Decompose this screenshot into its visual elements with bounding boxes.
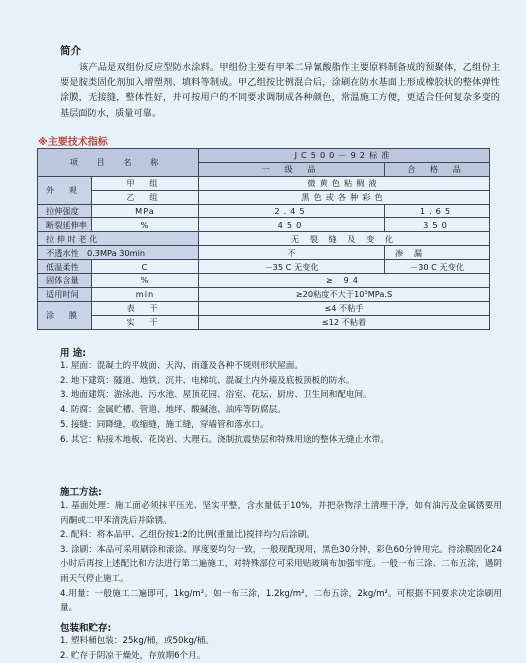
table-row [38, 315, 490, 329]
list-item: 2. 地下建筑：隧道、地铁、沉井、电梯坑、混凝土内外墙及底板顶板的防水。 [60, 375, 355, 386]
component-a-label: 甲 组 [92, 176, 199, 190]
item-name-header: 项 目 名 称 [38, 149, 199, 177]
table-row [38, 190, 490, 204]
component-a-value: 微黄色粘稠液 [199, 176, 490, 190]
intro-body: 该产品是双组份反应型防水涂料。甲组份主要有甲苯二异氰酸脂作主要原料制备成的预聚体，乙组份主要是胺类固化剂加入增塑剂、填料等制成。甲乙组按比例混合后，涂刷在防水基面上形成橡胶状的整体弹性涂膜，无接缝，整体性好，并可按用户的不同要求调制成各种颜色，常温施工方便，更适合任何复杂多变的基层面防水，质量可靠。 [60, 62, 500, 119]
film-label: 涂 膜 [38, 301, 92, 329]
tensile-unit: MPa [92, 204, 199, 218]
solids-value: ≥ 94 [199, 274, 490, 288]
table-row [38, 232, 490, 246]
table-row [38, 301, 490, 315]
usage-list [60, 359, 389, 447]
appearance-label: 外 观 [38, 176, 92, 204]
surface-dry-value: ≤4 不粘手 [199, 301, 490, 315]
table-row [38, 204, 490, 218]
aging-value: 无 裂 缝 及 变 化 [199, 232, 490, 246]
waterproof-label: 不透水性 0.3MPa 30min [38, 246, 199, 260]
list-item: 3. 地面建筑：游泳池、污水池、屋顶花园、浴室、花坛、厨房、卫生间和配电间。 [60, 390, 372, 401]
tensile-label: 拉伸强度 [38, 204, 92, 218]
pot-life-value: ≥20粘度不大于10⁵MPa.S [199, 287, 490, 301]
method-paragraph: 1. 基面处理：施工面必须抹平压光、坚实平整，含水量低于10%，并把杂物浮土清理干净，如有油污及金属锈要用丙酮或二甲苯清洗后并除锈。 [60, 501, 502, 526]
table-row [38, 287, 490, 301]
elongation-unit: % [92, 218, 199, 232]
elongation-label: 断裂延伸率 [38, 218, 92, 232]
solids-unit: % [92, 274, 199, 288]
table-row [38, 218, 490, 232]
flexibility-grade1: －35 C 无变化 [199, 260, 385, 274]
grade1-header: 一 级 品 [199, 162, 385, 176]
component-b-value: 黑色或各种彩色 [199, 190, 490, 204]
pot-life-unit: min [92, 287, 199, 301]
spec-table [37, 148, 490, 330]
method-paragraph: 2. 配料：将本品甲、乙组份按1:2的比例(重量比)搅拌均匀后涂刷。 [60, 530, 315, 541]
waterproof-value-a: 不 [199, 246, 385, 260]
table-row [38, 274, 490, 288]
list-item: 1. 屋面：混凝土的平坡面、天沟、雨蓬及各种不规则形状屋面。 [60, 361, 303, 371]
aging-label: 拉 伸 时 老 化 [38, 232, 199, 246]
standard-header: JC500－92标准 [199, 149, 490, 163]
spec-heading: ※主要技术指标 [38, 137, 108, 148]
solid-dry-label: 实 干 [92, 315, 199, 329]
intro-title: 简介 [60, 45, 81, 57]
flexibility-label: 低温柔性 [38, 260, 92, 274]
waterproof-value-b: 渗 漏 [385, 246, 490, 260]
list-item: 2. 贮存于阴凉干燥处，存放期6个月。 [60, 650, 206, 661]
pot-life-label: 适用时间 [38, 287, 92, 301]
tensile-grade2: 1.65 [385, 204, 490, 218]
method-paragraph: 3. 涂刷：本品可采用刷涂和滚涂。厚度要均匀一致，一般现配现用，黑色30分钟，彩色60分钟用完。待涂膜固化24小时后再按上述配比和方法进行第二遍施工，对特殊部位可采用贴玻璃布加强牢度。一般一布三涂、二布五涂，遇阴雨天气停止施工。 [60, 544, 502, 584]
table-row [38, 246, 490, 260]
method-paragraph: 4.用量：一般施工二遍即可，1kg/m²。如一布三涂，1.2kg/m²，二布五涂，2kg/m²。可根据不同要求决定涂刷用量。 [60, 588, 502, 614]
list-item: 5. 接缝：同降缝，收缩缝，施工缝，穿墙管和落水口。 [60, 419, 269, 430]
spec-header-row [38, 149, 490, 163]
pack-title: 包装和贮存: [60, 623, 112, 634]
surface-dry-label: 表 干 [92, 301, 199, 315]
elongation-grade2: 350 [385, 218, 490, 232]
component-b-label: 乙 组 [92, 190, 199, 204]
tensile-grade1: 2.45 [199, 204, 385, 218]
solids-label: 固体含量 [38, 274, 92, 288]
table-row [38, 176, 490, 190]
grade2-header: 合 格 品 [385, 162, 490, 176]
pack-list [60, 634, 214, 663]
solid-dry-value: ≤12 不粘着 [199, 315, 490, 329]
list-item: 4. 防腐：金属贮槽、管道、地坪、酸碱池、油库等防腐层。 [60, 405, 286, 416]
method-body [60, 499, 502, 616]
table-row [38, 260, 490, 274]
flexibility-unit: C [92, 260, 199, 274]
list-item: 6. 其它：粘接木地板、花岗岩、大理石。浇制抗震垫层和特殊用途的整体无缝止水带。 [60, 434, 389, 445]
elongation-grade1: 450 [199, 218, 385, 232]
list-item: 1. 塑料桶包装：25kg/桶，或50kg/桶。 [60, 636, 214, 646]
flexibility-grade2: －30 C 无变化 [385, 260, 490, 274]
method-title: 施工方法: [60, 487, 102, 498]
usage-title: 用 途: [60, 348, 87, 359]
